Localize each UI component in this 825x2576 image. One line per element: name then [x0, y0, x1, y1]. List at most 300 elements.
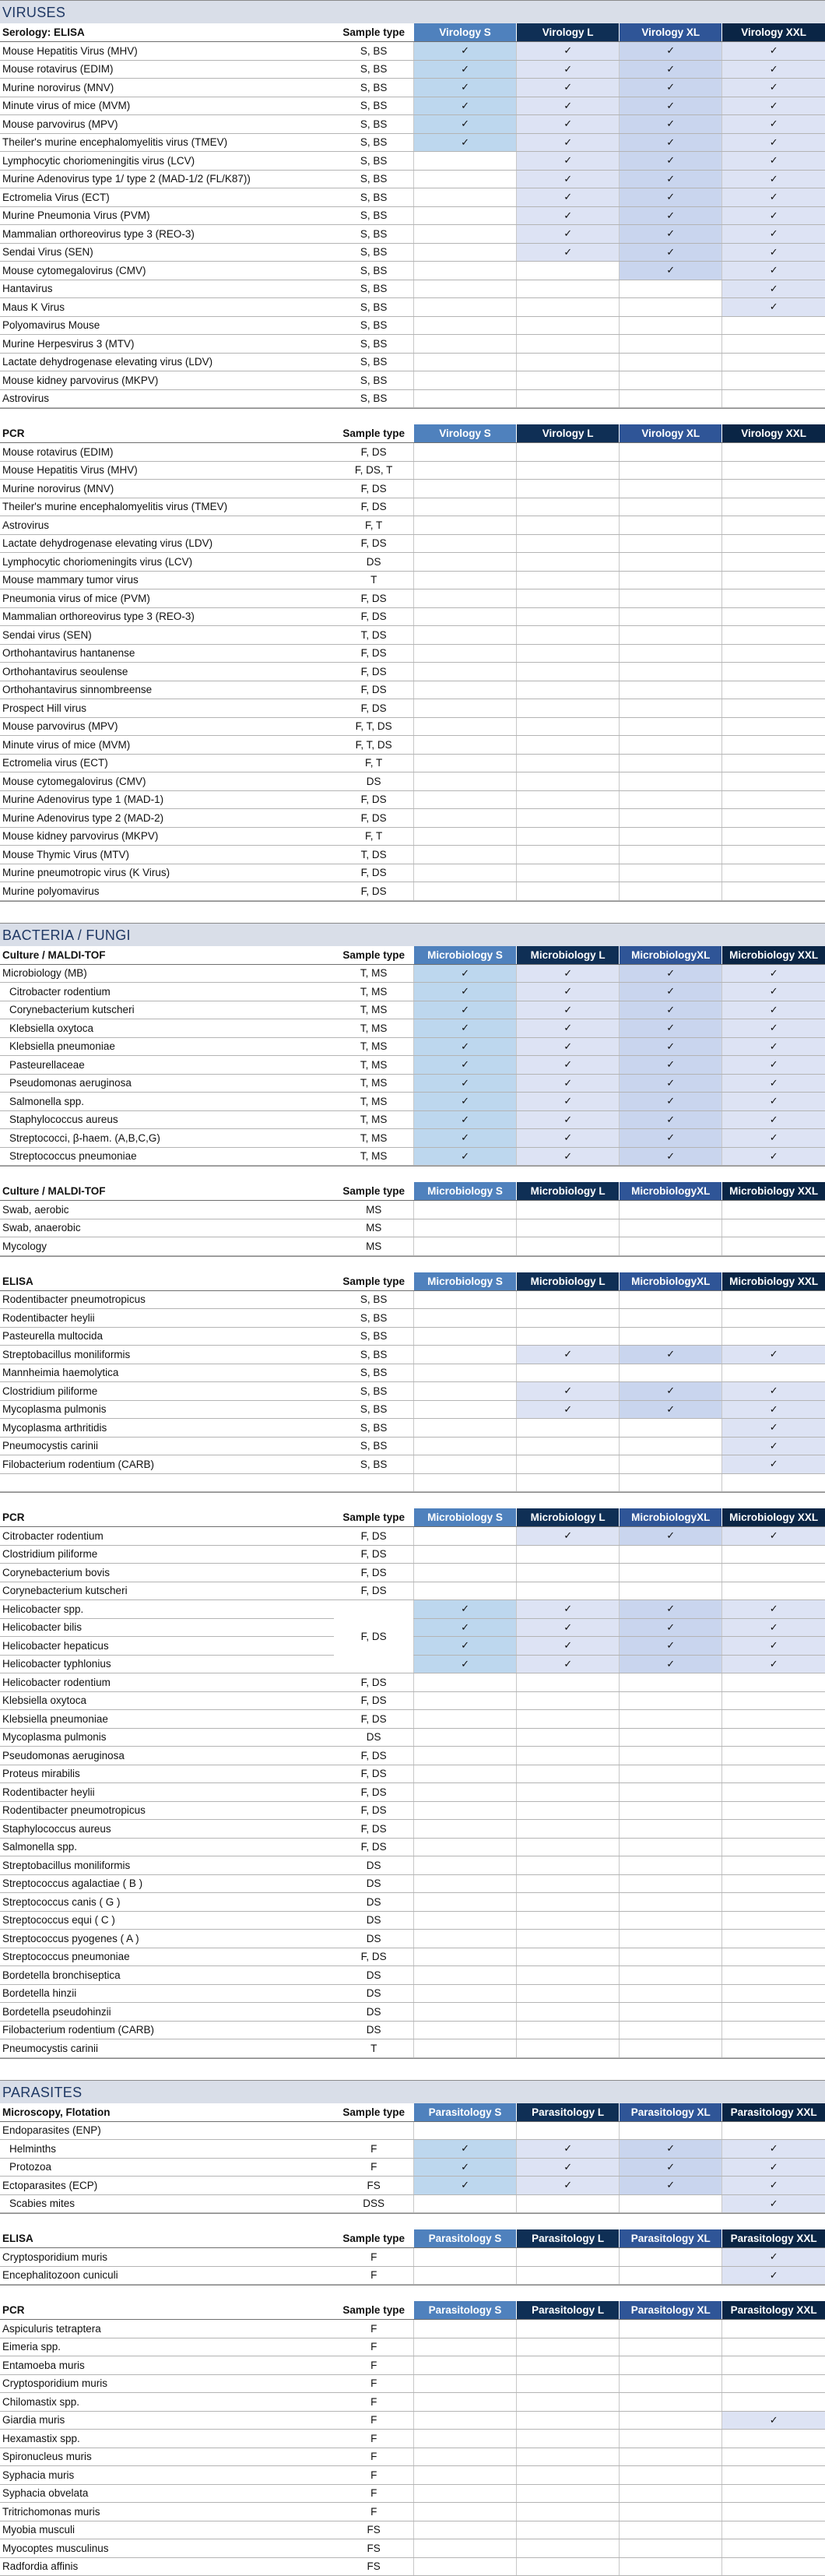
table-row: [0, 79, 825, 97]
package-cell: [620, 2557, 722, 2576]
method-header: Serology: ELISA: [0, 23, 334, 42]
sample-type-header: Sample type: [334, 1508, 413, 1527]
table-row: [0, 717, 825, 736]
sample-type: T, DS: [334, 846, 413, 864]
agent-name: Citrobacter rodentium: [0, 983, 334, 1001]
agent-name: Swab, aerobic: [0, 1201, 334, 1219]
package-header: Parasitology L: [517, 2301, 620, 2320]
table-row: [0, 1710, 825, 1729]
package-cell: [517, 1545, 620, 1564]
table-row: [0, 1001, 825, 1019]
table-row: [0, 97, 825, 115]
included-check-icon: ✓: [413, 1074, 516, 1093]
package-cell: [517, 1856, 620, 1875]
included-check-icon: ✓: [722, 2266, 825, 2285]
package-header: Virology S: [413, 424, 516, 443]
method-header: Culture / MALDI-TOF: [0, 946, 334, 965]
package-header: Parasitology XL: [620, 2103, 722, 2122]
agent-name: Syphacia obvelata: [0, 2484, 334, 2503]
table-row: [0, 1948, 825, 1966]
package-cell: [722, 1364, 825, 1382]
package-cell: [413, 2374, 516, 2393]
included-check-icon: ✓: [722, 983, 825, 1001]
sample-type: F: [334, 2356, 413, 2375]
included-check-icon: ✓: [620, 2158, 722, 2177]
package-cell: [620, 1364, 722, 1382]
included-check-icon: ✓: [722, 1527, 825, 1546]
package-cell: [722, 1673, 825, 1692]
agent-name: Streptococcus pyogenes ( A ): [0, 1930, 334, 1948]
package-cell: [413, 2557, 516, 2576]
sample-type: T, MS: [334, 1074, 413, 1093]
agent-name: Helicobacter typhlonius: [0, 1655, 334, 1673]
package-cell: [722, 461, 825, 480]
included-check-icon: ✓: [620, 206, 722, 225]
included-check-icon: ✓: [517, 1110, 620, 1129]
sample-type: T, MS: [334, 964, 413, 983]
table-row: [0, 1346, 825, 1364]
package-header: Virology XXL: [722, 23, 825, 42]
package-cell: [620, 1820, 722, 1839]
included-check-icon: ✓: [517, 1093, 620, 1111]
package-header: Parasitology XXL: [722, 2229, 825, 2248]
test-table: [0, 424, 825, 901]
included-check-icon: ✓: [517, 1618, 620, 1637]
agent-name: Giardia muris: [0, 2411, 334, 2430]
package-cell: [722, 589, 825, 608]
agent-name: Mycoplasma pulmonis: [0, 1728, 334, 1747]
package-cell: [620, 1966, 722, 1985]
table-row: [0, 335, 825, 354]
sample-type: S, BS: [334, 60, 413, 79]
package-cell: [722, 1582, 825, 1600]
package-header: Microbiology S: [413, 1272, 516, 1291]
test-table: [0, 2301, 825, 2576]
package-cell: [413, 206, 516, 225]
included-check-icon: ✓: [413, 42, 516, 61]
table-row: [0, 443, 825, 462]
package-cell: [620, 1582, 722, 1600]
package-cell: [517, 790, 620, 809]
package-cell: [517, 480, 620, 498]
table-row: [0, 1545, 825, 1564]
agent-name: Chilomastix spp.: [0, 2393, 334, 2412]
table-row: [0, 498, 825, 516]
package-cell: [413, 2021, 516, 2039]
table-row: [0, 772, 825, 791]
agent-name: Murine norovirus (MNV): [0, 480, 334, 498]
agent-name: Staphylococcus aureus: [0, 1110, 334, 1129]
sample-type-header: Sample type: [334, 1272, 413, 1291]
sample-type: S, BS: [334, 206, 413, 225]
package-cell: [722, 644, 825, 663]
agent-name: Spironucleus muris: [0, 2448, 334, 2466]
included-check-icon: ✓: [413, 60, 516, 79]
sample-type: F, DS: [334, 443, 413, 462]
table-row: [0, 2466, 825, 2485]
table-row: [0, 2411, 825, 2430]
package-cell: [517, 280, 620, 298]
package-cell: [620, 498, 722, 516]
package-cell: [413, 353, 516, 371]
table-row: [0, 1037, 825, 1056]
table-row: [0, 133, 825, 152]
package-cell: [413, 1473, 516, 1492]
sample-type: T: [334, 2039, 413, 2058]
sample-type: FS: [334, 2557, 413, 2576]
table-row: [0, 1327, 825, 1346]
sample-type: F, DS: [334, 1691, 413, 1710]
included-check-icon: ✓: [722, 152, 825, 171]
included-check-icon: ✓: [517, 1382, 620, 1401]
included-check-icon: ✓: [722, 1056, 825, 1075]
table-row: [0, 553, 825, 572]
package-cell: [517, 2266, 620, 2285]
package-cell: [517, 1309, 620, 1328]
agent-name: Lactate dehydrogenase elevating virus (LDV): [0, 534, 334, 553]
included-check-icon: ✓: [517, 188, 620, 207]
package-cell: [413, 827, 516, 846]
agent-name: Mannheimia haemolytica: [0, 1364, 334, 1382]
included-check-icon: ✓: [620, 1093, 722, 1111]
package-cell: [620, 516, 722, 535]
package-cell: [722, 736, 825, 755]
table-row: [0, 1129, 825, 1148]
table-header-row: [0, 1272, 825, 1291]
agent-name: Lymphocytic choriomeningitis virus (LCV): [0, 152, 334, 171]
package-cell: [722, 534, 825, 553]
sample-type: S, BS: [334, 1382, 413, 1401]
table-row: [0, 1074, 825, 1093]
agent-name: Corynebacterium bovis: [0, 1564, 334, 1582]
package-cell: [517, 1874, 620, 1893]
table-row: [0, 298, 825, 317]
agent-name: Encephalitozoon cuniculi: [0, 2266, 334, 2285]
test-table: [0, 1508, 825, 2058]
package-cell: [517, 1728, 620, 1747]
included-check-icon: ✓: [620, 2140, 722, 2159]
package-cell: [722, 699, 825, 718]
included-check-icon: ✓: [620, 1019, 722, 1038]
agent-name: Murine norovirus (MNV): [0, 79, 334, 97]
sample-type: F, DS: [334, 1765, 413, 1783]
package-cell: [517, 2356, 620, 2375]
agent-name: Helicobacter bilis: [0, 1618, 334, 1637]
package-cell: [413, 1237, 516, 1256]
package-cell: [620, 1564, 722, 1582]
package-cell: [517, 2411, 620, 2430]
table-row: [0, 188, 825, 207]
table-row: [0, 827, 825, 846]
table-row: [0, 1874, 825, 1893]
included-check-icon: ✓: [517, 79, 620, 97]
package-cell: [620, 1710, 722, 1729]
package-cell: [413, 1564, 516, 1582]
included-check-icon: ✓: [620, 1600, 722, 1619]
agent-name: Astrovirus: [0, 389, 334, 408]
package-cell: [620, 790, 722, 809]
package-cell: [620, 389, 722, 408]
sample-type: [334, 1473, 413, 1492]
table-row: [0, 115, 825, 134]
package-cell: [517, 1838, 620, 1856]
package-cell: [517, 571, 620, 589]
test-table: [0, 946, 825, 1167]
package-cell: [722, 1728, 825, 1747]
package-header: Parasitology S: [413, 2103, 516, 2122]
table-row: [0, 243, 825, 262]
package-cell: [722, 2121, 825, 2140]
included-check-icon: ✓: [620, 188, 722, 207]
package-cell: [620, 316, 722, 335]
package-cell: [517, 1948, 620, 1966]
package-cell: [620, 2393, 722, 2412]
agent-name: Corynebacterium kutscheri: [0, 1582, 334, 1600]
package-cell: [620, 589, 722, 608]
package-cell: [722, 571, 825, 589]
package-cell: [722, 2521, 825, 2539]
package-cell: [413, 644, 516, 663]
table-row: [0, 1820, 825, 1839]
package-header: Virology L: [517, 424, 620, 443]
package-cell: [413, 2466, 516, 2485]
sample-type: F: [334, 2140, 413, 2159]
package-cell: [620, 1327, 722, 1346]
included-check-icon: ✓: [722, 2177, 825, 2195]
table-row: [0, 2158, 825, 2177]
package-cell: [517, 1893, 620, 1912]
test-table: [0, 2229, 825, 2285]
package-cell: [517, 1747, 620, 1765]
package-cell: [413, 516, 516, 535]
included-check-icon: ✓: [620, 1074, 722, 1093]
sample-type: S, BS: [334, 1290, 413, 1309]
sample-type: F, DS: [334, 1545, 413, 1564]
package-cell: [722, 809, 825, 828]
table-row: [0, 42, 825, 61]
package-cell: [413, 1346, 516, 1364]
package-cell: [413, 1984, 516, 2003]
package-cell: [413, 1856, 516, 1875]
included-check-icon: ✓: [517, 97, 620, 115]
table-row: [0, 1838, 825, 1856]
included-check-icon: ✓: [620, 1618, 722, 1637]
agent-name: Mycology: [0, 1237, 334, 1256]
package-cell: [722, 2448, 825, 2466]
package-cell: [620, 2448, 722, 2466]
package-cell: [413, 699, 516, 718]
package-cell: [517, 846, 620, 864]
included-check-icon: ✓: [722, 1019, 825, 1038]
table-header-row: [0, 1182, 825, 1201]
package-cell: [413, 754, 516, 772]
agent-name: Myobia musculi: [0, 2521, 334, 2539]
included-check-icon: ✓: [517, 1600, 620, 1619]
package-cell: [620, 2039, 722, 2058]
agent-name: Murine Adenovirus type 2 (MAD-2): [0, 809, 334, 828]
included-check-icon: ✓: [620, 1037, 722, 1056]
sample-type: F: [334, 2484, 413, 2503]
agent-name: Mouse Hepatitis Virus (MHV): [0, 461, 334, 480]
package-header: MicrobiologyXL: [620, 1182, 722, 1201]
agent-name: Mouse Thymic Virus (MTV): [0, 846, 334, 864]
included-check-icon: ✓: [413, 1001, 516, 1019]
package-header: Parasitology XXL: [722, 2103, 825, 2122]
included-check-icon: ✓: [722, 1437, 825, 1455]
agent-name: Helicobacter spp.: [0, 1600, 334, 1619]
included-check-icon: ✓: [722, 225, 825, 244]
agent-name: Helicobacter hepaticus: [0, 1637, 334, 1656]
agent-name: Hantavirus: [0, 280, 334, 298]
sample-type: F, DS: [334, 790, 413, 809]
included-check-icon: ✓: [413, 1110, 516, 1129]
included-check-icon: ✓: [722, 280, 825, 298]
included-check-icon: ✓: [620, 243, 722, 262]
package-cell: [722, 1911, 825, 1930]
package-cell: [517, 1564, 620, 1582]
sample-type: S, BS: [334, 316, 413, 335]
sample-type: F, DS: [334, 480, 413, 498]
included-check-icon: ✓: [722, 97, 825, 115]
package-cell: [517, 2320, 620, 2338]
sample-type: DS: [334, 2003, 413, 2022]
sample-type: MS: [334, 1201, 413, 1219]
table-row: [0, 846, 825, 864]
table-row: [0, 2484, 825, 2503]
table-row: [0, 1747, 825, 1765]
package-header: Microbiology L: [517, 1508, 620, 1527]
agent-name: Cryptosporidium muris: [0, 2248, 334, 2267]
included-check-icon: ✓: [413, 1618, 516, 1637]
package-cell: [517, 754, 620, 772]
package-cell: [413, 1455, 516, 1474]
included-check-icon: ✓: [517, 983, 620, 1001]
package-cell: [620, 1309, 722, 1328]
package-cell: [413, 170, 516, 188]
agent-name: Microbiology (MB): [0, 964, 334, 983]
package-cell: [517, 1673, 620, 1692]
included-check-icon: ✓: [517, 964, 620, 983]
package-header: Microbiology S: [413, 1182, 516, 1201]
package-cell: [722, 2021, 825, 2039]
agent-name: Clostridium piliforme: [0, 1545, 334, 1564]
table-row: [0, 1984, 825, 2003]
agent-name: [0, 1473, 334, 1492]
method-header: PCR: [0, 424, 334, 443]
package-cell: [517, 663, 620, 681]
package-cell: [413, 152, 516, 171]
agent-name: Filobacterium rodentium (CARB): [0, 2021, 334, 2039]
package-cell: [517, 1984, 620, 2003]
package-cell: [620, 1893, 722, 1912]
sample-type: S, BS: [334, 353, 413, 371]
sample-type: DS: [334, 1856, 413, 1875]
table-row: [0, 2140, 825, 2159]
package-cell: [517, 1219, 620, 1237]
table-row: [0, 1201, 825, 1219]
package-cell: [620, 553, 722, 572]
included-check-icon: ✓: [517, 225, 620, 244]
table-row: [0, 1728, 825, 1747]
package-cell: [722, 443, 825, 462]
table-row: [0, 2393, 825, 2412]
package-cell: [413, 2356, 516, 2375]
package-cell: [517, 2521, 620, 2539]
agent-name: Bordetella pseudohinzii: [0, 2003, 334, 2022]
package-header: Microbiology L: [517, 946, 620, 965]
package-cell: [413, 461, 516, 480]
included-check-icon: ✓: [413, 2140, 516, 2159]
agent-name: Klebsiella oxytoca: [0, 1691, 334, 1710]
included-check-icon: ✓: [413, 1019, 516, 1038]
package-cell: [517, 2430, 620, 2448]
package-cell: [620, 571, 722, 589]
package-cell: [620, 1673, 722, 1692]
sample-type: T, MS: [334, 1147, 413, 1166]
included-check-icon: ✓: [722, 79, 825, 97]
included-check-icon: ✓: [517, 2177, 620, 2195]
package-cell: [413, 846, 516, 864]
sample-type: F, DS: [334, 589, 413, 608]
agent-name: Filobacterium rodentium (CARB): [0, 1455, 334, 1474]
package-cell: [620, 461, 722, 480]
table-header-row: [0, 1508, 825, 1527]
included-check-icon: ✓: [517, 243, 620, 262]
table-row: [0, 516, 825, 535]
included-check-icon: ✓: [413, 1056, 516, 1075]
package-cell: [620, 626, 722, 645]
package-cell: [517, 1783, 620, 1802]
package-cell: [413, 2503, 516, 2521]
agent-name: Pseudomonas aeruginosa: [0, 1074, 334, 1093]
package-cell: [722, 1237, 825, 1256]
table-row: [0, 170, 825, 188]
package-cell: [517, 736, 620, 755]
package-cell: [620, 335, 722, 354]
package-cell: [722, 2393, 825, 2412]
included-check-icon: ✓: [517, 1019, 620, 1038]
agent-name: Pneumocystis carinii: [0, 2039, 334, 2058]
package-header: Virology XL: [620, 424, 722, 443]
agent-name: Klebsiella pneumoniae: [0, 1037, 334, 1056]
table-row: [0, 626, 825, 645]
package-cell: [517, 2338, 620, 2356]
table-row: [0, 1093, 825, 1111]
sample-type: DSS: [334, 2194, 413, 2213]
package-cell: [413, 389, 516, 408]
package-cell: [620, 2320, 722, 2338]
package-cell: [517, 2557, 620, 2576]
package-cell: [620, 1201, 722, 1219]
agent-name: Streptococci, β-haem. (A,B,C,G): [0, 1129, 334, 1148]
package-cell: [722, 1783, 825, 1802]
package-cell: [722, 371, 825, 390]
sample-type: DS: [334, 1911, 413, 1930]
package-cell: [413, 2266, 516, 2285]
package-cell: [517, 1691, 620, 1710]
included-check-icon: ✓: [620, 60, 722, 79]
agent-name: Prospect Hill virus: [0, 699, 334, 718]
method-header: PCR: [0, 2301, 334, 2320]
package-cell: [517, 589, 620, 608]
table-row: [0, 1783, 825, 1802]
package-cell: [517, 626, 620, 645]
package-header: Parasitology L: [517, 2229, 620, 2248]
agent-name: Syphacia muris: [0, 2466, 334, 2485]
package-cell: [517, 553, 620, 572]
package-cell: [413, 1309, 516, 1328]
package-cell: [722, 1473, 825, 1492]
